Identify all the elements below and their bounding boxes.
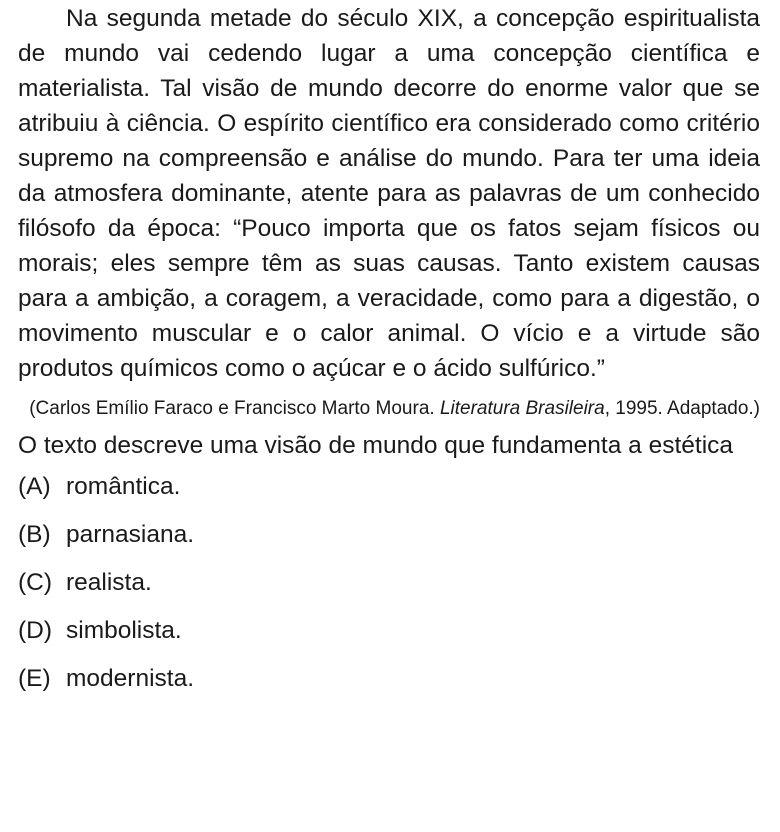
option-e[interactable] [18, 664, 760, 712]
source-year: , 1995. Adaptado.) [604, 398, 760, 419]
answer-options [18, 472, 760, 712]
question-stem: O texto descreve uma visão de mundo que fundamenta a estética [18, 432, 734, 459]
question-page [18, 0, 760, 712]
source-authors: (Carlos Emílio Faraco e Francisco Marto Moura. [29, 398, 440, 419]
passage-text: Na segunda metade do século XIX, a concepção espiritualista de mundo vai cedendo lugar a uma concepção científica e materialista. Tal visão de mundo decorre do enorme valor que se atribuiu à ciência. O espírito científico era considerado como critério supremo na compreensão e análise do mundo. Para ter uma ideia da atmosfera dominante, atente para as palavras de um conhecido filósofo da época: “Pouco importa que os fatos sejam físicos ou morais; eles sempre têm as suas causas. Tanto existem causas para a ambição, a coragem, a veracidade, como para a digestão, o movimento muscular e o calor animal. O vício e a virtude são produtos químicos como o açúcar e o ácido sulfúrico.” [18, 5, 760, 382]
option-a[interactable] [18, 472, 760, 520]
option-text: realista. [66, 569, 152, 596]
option-letter: (A) [18, 473, 51, 500]
option-text: parnasiana. [66, 521, 195, 548]
option-letter: (D) [18, 617, 53, 644]
option-letter: (B) [18, 521, 51, 548]
source-citation [18, 394, 760, 424]
option-text: romântica. [66, 473, 181, 500]
option-d[interactable] [18, 616, 760, 664]
option-letter: (E) [18, 665, 51, 692]
option-text: simbolista. [66, 617, 182, 644]
option-letter: (C) [18, 569, 53, 596]
source-book-title: Literatura Brasileira [439, 398, 605, 419]
option-text: modernista. [66, 665, 195, 692]
option-c[interactable] [18, 568, 760, 616]
option-b[interactable] [18, 520, 760, 568]
